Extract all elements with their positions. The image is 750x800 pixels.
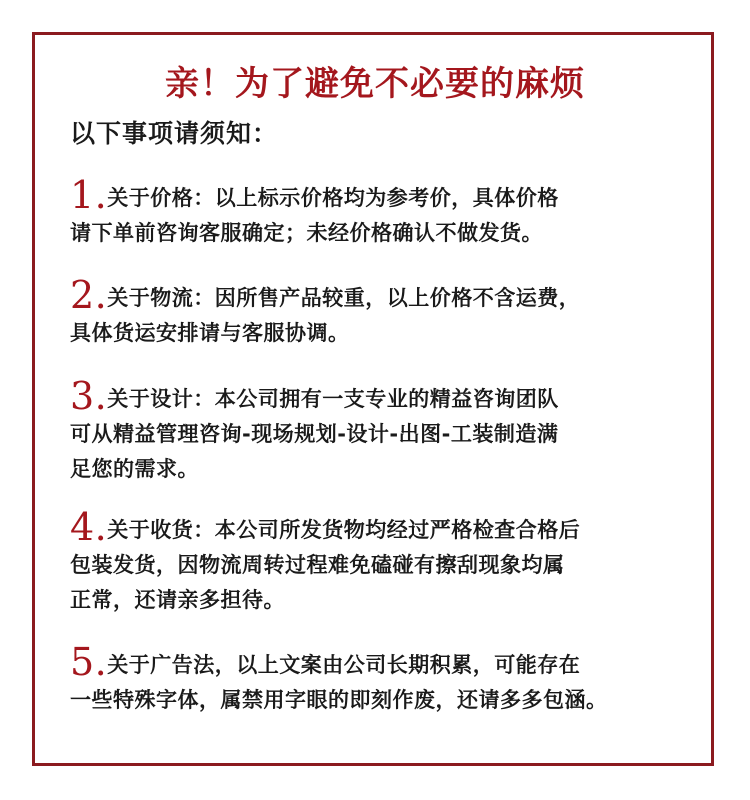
page-title: 亲！为了避免不必要的麻烦 [165, 64, 585, 104]
notice-item-3 [70, 374, 690, 487]
page-subtitle: 以下事项请须知： [70, 119, 279, 148]
notice-item-4 [70, 505, 690, 618]
notice-item-1 [70, 173, 690, 251]
notice-text: 关于物流：因所售产品较重，以上价格不含运费， [107, 286, 581, 310]
notice-text: 具体货运安排请与客服协调。 [70, 321, 350, 345]
notice-number: 2. [70, 273, 108, 317]
notice-text: 足您的需求。 [70, 457, 199, 481]
notice-text: 包装发货，因物流周转过程难免磕碰有擦刮现象均属 [70, 553, 565, 577]
notice-number: 5. [70, 640, 108, 684]
notice-text: 可从精益管理咨询-现场规划-设计-出图-工装制造满 [70, 422, 559, 446]
notice-text: 关于价格：以上标示价格均为参考价，具体价格 [107, 186, 559, 210]
notice-text: 关于广告法，以上文案由公司长期积累，可能存在 [107, 653, 581, 677]
notice-text: 一些特殊字体，属禁用字眼的即刻作废，还请多多包涵。 [70, 688, 608, 712]
notice-text: 关于设计：本公司拥有一支专业的精益咨询团队 [107, 387, 559, 411]
notice-number: 1. [70, 173, 108, 217]
notice-number: 3. [70, 374, 108, 418]
notice-text: 关于收货：本公司所发货物均经过严格检查合格后 [107, 518, 581, 542]
notice-text: 正常，还请亲多担待。 [70, 588, 285, 612]
notice-item-5 [70, 640, 690, 718]
notice-number: 4. [70, 505, 108, 549]
notice-item-2 [70, 273, 690, 351]
notice-text: 请下单前咨询客服确定；未经价格确认不做发货。 [70, 221, 543, 245]
